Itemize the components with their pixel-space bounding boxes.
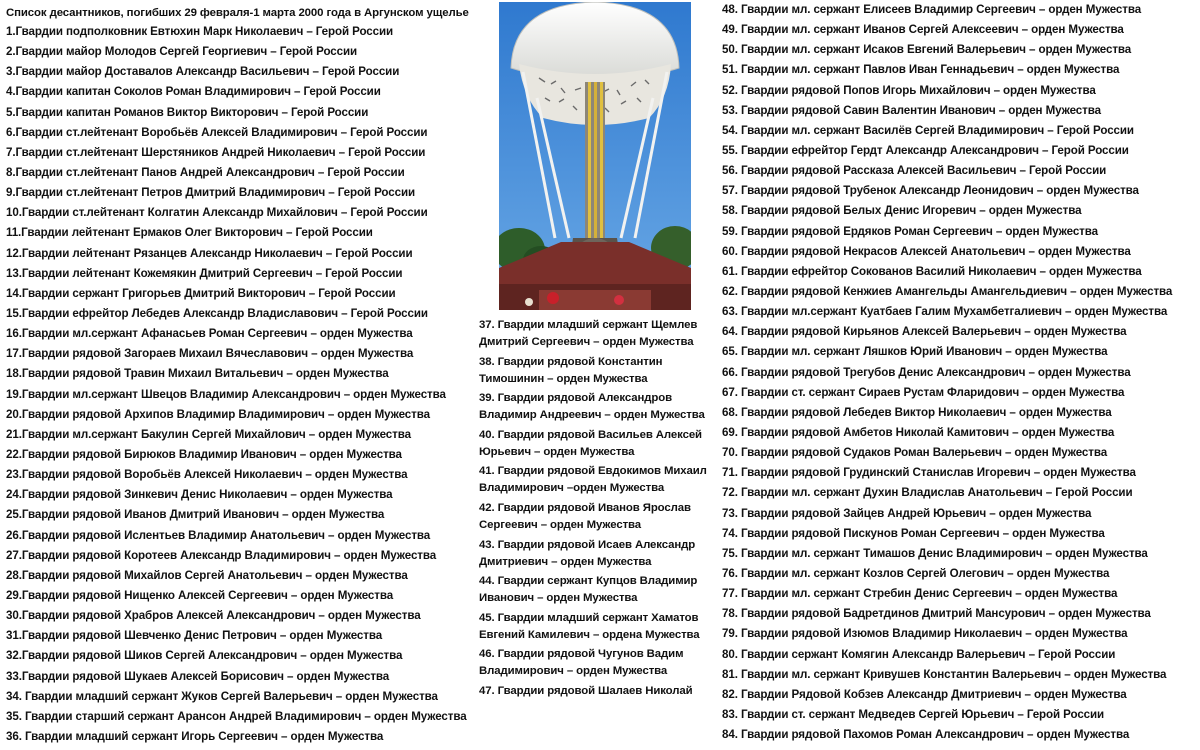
name-list-middle <box>479 317 709 700</box>
list-item: 66. Гвардии рядовой Трегубов Денис Александрович – орден Мужества <box>722 365 1131 379</box>
list-item: 65. Гвардии мл. сержант Ляшков Юрий Иванович – орден Мужества <box>722 345 1108 359</box>
name-list-left <box>6 22 476 747</box>
list-item: 53. Гвардии рядовой Савин Валентин Иванович – орден Мужества <box>722 103 1101 117</box>
list-item: 15.Гвардии ефрейтор Лебедев Александр Владиславович – Герой России <box>6 306 428 320</box>
list-item: 45. Гвардии младший сержант Хаматов Евгений Камилевич – ордена Мужества <box>479 611 700 641</box>
list-item: 49. Гвардии мл. сержант Иванов Сергей Алексеевич – орден Мужества <box>722 23 1124 37</box>
list-item: 76. Гвардии мл. сержант Козлов Сергей Олегович – орден Мужества <box>722 566 1110 580</box>
list-item: 63. Гвардии мл.сержант Куатбаев Галим Мухамбетгалиевич – орден Мужества <box>722 305 1168 319</box>
list-item: 67. Гвардии ст. сержант Сираев Рустам Фларидович – орден Мужества <box>722 385 1125 399</box>
list-item: 61. Гвардии ефрейтор Сокованов Василий Николаевич – орден Мужества <box>722 264 1142 278</box>
list-item: 13.Гвардии лейтенант Кожемякин Дмитрий Сергеевич – Герой России <box>6 266 403 280</box>
list-item: 31.Гвардии рядовой Шевченко Денис Петрович – орден Мужества <box>6 629 383 643</box>
list-item: 69. Гвардии рядовой Амбетов Николай Камитович – орден Мужества <box>722 425 1115 439</box>
list-item: 71. Гвардии рядовой Грудинский Станислав Игоревич – орден Мужества <box>722 466 1136 480</box>
list-item: 26.Гвардии рядовой Ислентьев Владимир Анатольевич – орден Мужества <box>6 528 431 542</box>
list-item: 8.Гвардии ст.лейтенант Панов Андрей Александрович – Герой России <box>6 165 405 179</box>
list-item: 20.Гвардии рядовой Архипов Владимир Владимирович – орден Мужества <box>6 407 430 421</box>
list-item: 12.Гвардии лейтенант Рязанцев Александр Николаевич – Герой России <box>6 246 413 260</box>
list-item: 33.Гвардии рядовой Шукаев Алексей Борисович – орден Мужества <box>6 669 390 683</box>
list-item: 79. Гвардии рядовой Изюмов Владимир Николаевич – орден Мужества <box>722 627 1128 641</box>
list-item: 62. Гвардии рядовой Кенжиев Амангельды Амангельдиевич – орден Мужества <box>722 284 1173 298</box>
list-item: 51. Гвардии мл. сержант Павлов Иван Геннадьевич – орден Мужества <box>722 63 1120 77</box>
list-item: 2.Гвардии майор Молодов Сергей Георгиевич – Герой России <box>6 45 358 59</box>
list-item: 29.Гвардии рядовой Нищенко Алексей Сергеевич – орден Мужества <box>6 588 394 602</box>
list-item: 72. Гвардии мл. сержант Духин Владислав Анатольевич – Герой России <box>722 486 1133 500</box>
page-title: Список десантников, погибших 29 февраля-1 марта 2000 года в Аргунском ущелье <box>6 7 469 19</box>
list-item: 52. Гвардии рядовой Попов Игорь Михайлович – орден Мужества <box>722 83 1096 97</box>
list-item: 32.Гвардии рядовой Шиков Сергей Александрович – орден Мужества <box>6 649 403 663</box>
list-item: 23.Гвардии рядовой Воробьёв Алексей Николаевич – орден Мужества <box>6 468 408 482</box>
list-item: 18.Гвардии рядовой Травин Михаил Витальевич – орден Мужества <box>6 367 389 381</box>
list-item: 80. Гвардии сержант Комягин Александр Валерьевич – Герой России <box>722 647 1116 661</box>
list-item: 81. Гвардии мл. сержант Кривушев Константин Валерьевич – орден Мужества <box>722 667 1167 681</box>
list-item: 44. Гвардии сержант Купцов Владимир Иванович – орден Мужества <box>479 575 698 605</box>
list-item: 14.Гвардии сержант Григорьев Дмитрий Викторович – Герой России <box>6 286 396 300</box>
column-right <box>722 0 1197 745</box>
list-item: 36. Гвардии младший сержант Игорь Сергеевич – орден Мужества <box>6 729 384 743</box>
list-item: 43. Гвардии рядовой Исаев Александр Дмитриевич – орден Мужества <box>479 538 696 568</box>
list-item: 42. Гвардии рядовой Иванов Ярослав Сергеевич – орден Мужества <box>479 501 691 531</box>
list-item: 68. Гвардии рядовой Лебедев Виктор Николаевич – орден Мужества <box>722 405 1112 419</box>
list-item: 77. Гвардии мл. сержант Стребин Денис Сергеевич – орден Мужества <box>722 587 1118 601</box>
list-item: 27.Гвардии рядовой Коротеев Александр Владимирович – орден Мужества <box>6 548 437 562</box>
list-item: 4.Гвардии капитан Соколов Роман Владимирович – Герой России <box>6 85 381 99</box>
list-item: 41. Гвардии рядовой Евдокимов Михаил Владимирович –орден Мужества <box>479 465 707 495</box>
list-item: 46. Гвардии рядовой Чугунов Вадим Владимирович – орден Мужества <box>479 648 684 678</box>
list-item: 37. Гвардии младший сержант Щемлев Дмитрий Сергеевич – орден Мужества <box>479 319 698 348</box>
list-item: 47. Гвардии рядовой Шалаев Николай <box>479 684 693 697</box>
list-item: 3.Гвардии майор Доставалов Александр Васильевич – Герой России <box>6 65 400 79</box>
list-item: 55. Гвардии ефрейтор Гердт Александр Александрович – Герой России <box>722 143 1129 157</box>
list-item: 5.Гвардии капитан Романов Виктор Викторович – Герой России <box>6 105 369 119</box>
list-item: 16.Гвардии мл.сержант Афанасьев Роман Сергеевич – орден Мужества <box>6 327 413 341</box>
list-item: 84. Гвардии рядовой Пахомов Роман Александрович – орден Мужества <box>722 728 1130 742</box>
list-item: 83. Гвардии ст. сержант Медведев Сергей Юрьевич – Герой России <box>722 707 1105 721</box>
list-item: 70. Гвардии рядовой Судаков Роман Валерьевич – орден Мужества <box>722 446 1108 460</box>
list-item: 11.Гвардии лейтенант Ермаков Олег Викторович – Герой России <box>6 226 373 240</box>
name-list-right <box>722 0 1197 745</box>
list-item: 58. Гвардии рядовой Белых Денис Игоревич – орден Мужества <box>722 204 1082 218</box>
memorial-photo <box>499 2 691 310</box>
list-item: 40. Гвардии рядовой Васильев Алексей Юрьевич – орден Мужества <box>479 428 702 458</box>
list-item: 75. Гвардии мл. сержант Тимашов Денис Владимирович – орден Мужества <box>722 546 1148 560</box>
list-item: 7.Гвардии ст.лейтенант Шерстяников Андрей Николаевич – Герой России <box>6 145 426 159</box>
list-item: 57. Гвардии рядовой Трубенок Александр Леонидович – орден Мужества <box>722 184 1139 198</box>
memorial-image <box>499 2 691 310</box>
list-item: 9.Гвардии ст.лейтенант Петров Дмитрий Владимирович – Герой России <box>6 186 415 200</box>
list-item: 38. Гвардии рядовой Константин Тимошинин – орден Мужества <box>479 355 663 385</box>
column-middle <box>479 317 709 703</box>
list-item: 73. Гвардии рядовой Зайцев Андрей Юрьевич – орден Мужества <box>722 506 1092 520</box>
list-item: 17.Гвардии рядовой Загораев Михаил Вячеславович – орден Мужества <box>6 347 414 361</box>
list-item: 25.Гвардии рядовой Иванов Дмитрий Иванович – орден Мужества <box>6 508 385 522</box>
list-item: 19.Гвардии мл.сержант Швецов Владимир Александрович – орден Мужества <box>6 387 446 401</box>
list-item: 22.Гвардии рядовой Бирюков Владимир Иванович – орден Мужества <box>6 447 402 461</box>
list-item: 64. Гвардии рядовой Кирьянов Алексей Валерьевич – орден Мужества <box>722 325 1127 339</box>
list-item: 24.Гвардии рядовой Зинкевич Денис Николаевич – орден Мужества <box>6 488 393 502</box>
list-item: 54. Гвардии мл. сержант Василёв Сергей Владимирович – Герой России <box>722 123 1134 137</box>
list-item: 6.Гвардии ст.лейтенант Воробьёв Алексей Владимирович – Герой России <box>6 125 428 139</box>
list-item: 60. Гвардии рядовой Некрасов Алексей Анатольевич – орден Мужества <box>722 244 1131 258</box>
column-left <box>6 4 476 747</box>
list-item: 35. Гвардии старший сержант Арансон Андрей Владимирович – орден Мужества <box>6 709 467 723</box>
list-item: 39. Гвардии рядовой Александров Владимир Андреевич – орден Мужества <box>479 392 705 422</box>
list-item: 28.Гвардии рядовой Михайлов Сергей Анатольевич – орден Мужества <box>6 568 408 582</box>
list-item: 10.Гвардии ст.лейтенант Колгатин Александр Михайлович – Герой России <box>6 206 428 220</box>
list-item: 50. Гвардии мл. сержант Исаков Евгений Валерьевич – орден Мужества <box>722 43 1132 57</box>
list-item: 59. Гвардии рядовой Ердяков Роман Сергеевич – орден Мужества <box>722 224 1098 238</box>
list-item: 74. Гвардии рядовой Пискунов Роман Сергеевич – орден Мужества <box>722 526 1105 540</box>
list-item: 48. Гвардии мл. сержант Елисеев Владимир Сергеевич – орден Мужества <box>722 3 1142 16</box>
list-item: 21.Гвардии мл.сержант Бакулин Сергей Михайлович – орден Мужества <box>6 427 411 441</box>
list-item: 30.Гвардии рядовой Храбров Алексей Александрович – орден Мужества <box>6 609 421 623</box>
list-item: 82. Гвардии Рядовой Кобзев Александр Дмитриевич – орден Мужества <box>722 687 1127 701</box>
list-item: 1.Гвардии подполковник Евтюхин Марк Николаевич – Герой России <box>6 25 394 38</box>
list-item: 56. Гвардии рядовой Рассказа Алексей Васильевич – Герой России <box>722 164 1107 178</box>
list-item: 78. Гвардии рядовой Бадретдинов Дмитрий Мансурович – орден Мужества <box>722 607 1151 621</box>
list-item: 34. Гвардии младший сержант Жуков Сергей Валерьевич – орден Мужества <box>6 689 438 703</box>
